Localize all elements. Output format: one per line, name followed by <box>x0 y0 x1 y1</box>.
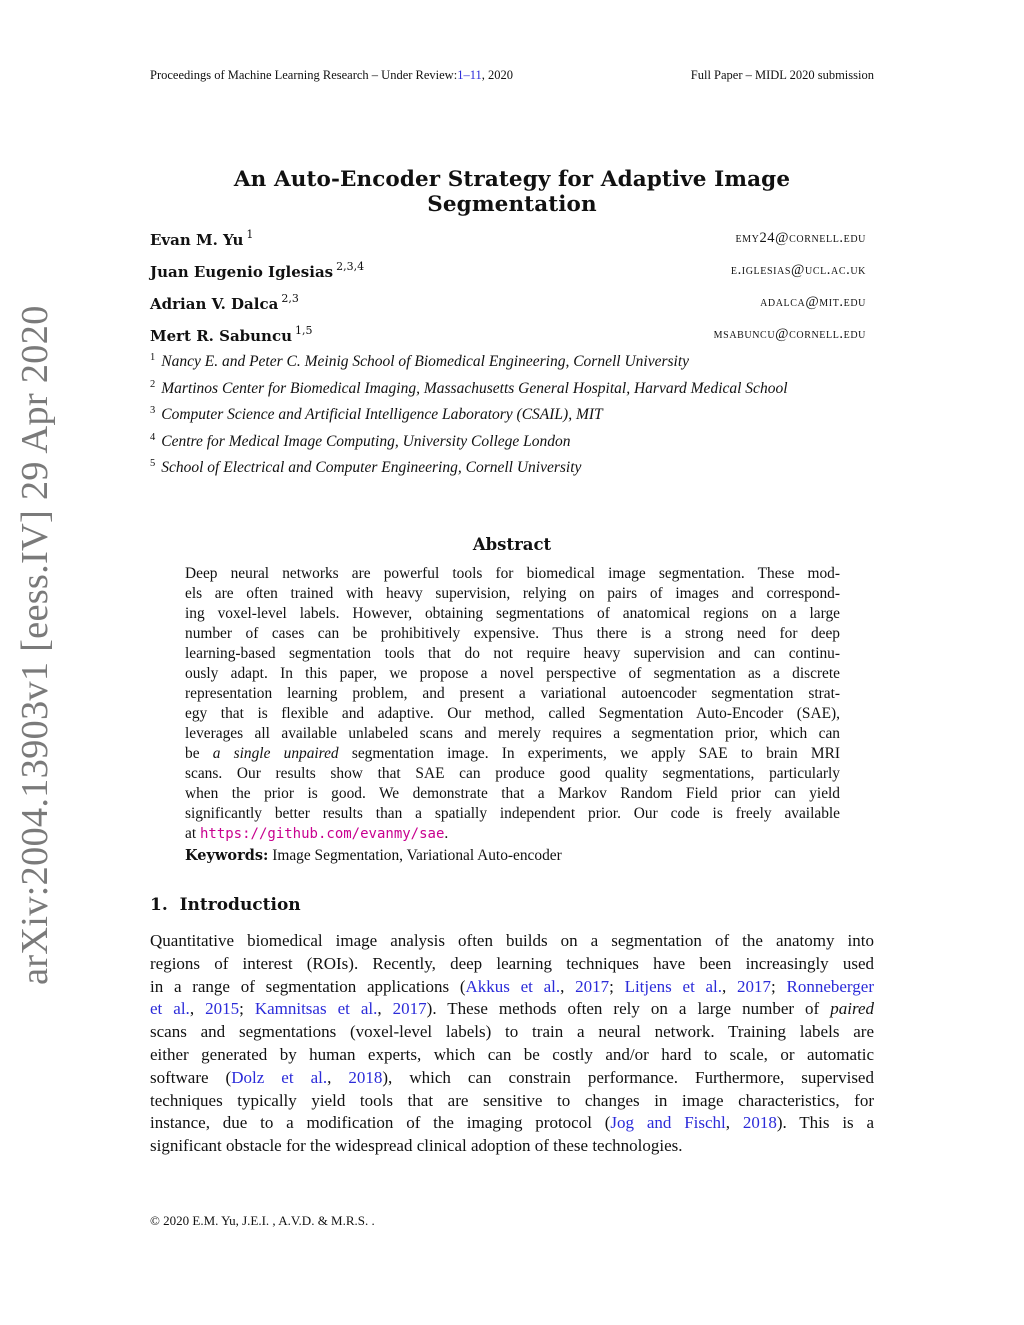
intro-emphasis: paired <box>830 999 874 1019</box>
arxiv-stamp: arXiv:2004.13903v1 [eess.IV] 29 Apr 2020 <box>14 305 56 985</box>
running-head-venue: Proceedings of Machine Learning Research – Under Review: <box>150 68 458 82</box>
abstract-line: egy that is flexible and adaptive. Our method, called Segmentation Auto-Encoder (SAE), <box>185 705 840 722</box>
author-name: Evan M. Yu $^1$ <box>150 228 254 249</box>
citation-link[interactable]: Litjens et al. <box>624 976 723 996</box>
abstract-line: be a single unpaired segmentation image. In experiments, we apply SAE to brain MRI <box>185 745 840 762</box>
author-email[interactable]: emy24@cornell.edu <box>735 230 866 246</box>
author-row <box>150 228 874 252</box>
citation-year-link[interactable]: 2017 <box>575 976 610 996</box>
citation-year-link[interactable]: 2017 <box>737 976 772 996</box>
author-affil-mark: 1,5 <box>295 324 313 337</box>
citation-year-link[interactable]: 2017 <box>392 999 427 1019</box>
intro-line: in a range of segmentation applications (Akkus et al., 2017; Litjens et al., 2017; Ronneberger <box>150 976 874 996</box>
author-affil-mark: 2,3 <box>281 292 299 305</box>
abstract-line: significantly better results than a spatially independent prior. Our code is freely available <box>185 805 840 822</box>
code-url-link[interactable]: https://github.com/evanmy/sae <box>199 826 445 842</box>
keywords-label: Keywords: <box>185 847 269 864</box>
author-name: Juan Eugenio Iglesias $^{2,3,4}$ <box>150 260 365 281</box>
intro-line: techniques typically yield tools that are sensitive to changes in image characteristics, for <box>150 1090 874 1110</box>
citation-link[interactable]: et al. <box>150 999 190 1019</box>
abstract-body <box>185 564 840 866</box>
author-name: Mert R. Sabuncu $^{1,5}$ <box>150 324 313 345</box>
running-head-year: , 2020 <box>481 68 513 82</box>
keywords-line <box>185 846 840 866</box>
affiliation: $^4$ Centre for Medical Image Computing, University College London <box>150 431 571 450</box>
citation-year-link[interactable]: 2018 <box>742 1113 777 1133</box>
affiliation-list <box>150 347 890 480</box>
citation-year-link[interactable]: 2018 <box>348 1067 383 1087</box>
paper-title: An Auto-Encoder Strategy for Adaptive Image Segmentation <box>233 167 791 217</box>
affiliation: $^1$ Nancy E. and Peter C. Meinig School of Biomedical Engineering, Cornell University <box>150 352 690 370</box>
intro-line: either generated by human experts, which can be costly and/or hard to scale, or automatic <box>150 1044 874 1064</box>
abstract-line: ing voxel-level labels. However, obtaining segmentations of anatomical regions on a large <box>185 605 840 622</box>
affiliation: $^2$ Martinos Center for Biomedical Imaging, Massachusetts General Hospital, Harvard Medical School <box>150 378 788 397</box>
intro-line: et al., 2015; Kamnitsas et al., 2017). These methods often rely on a large number of paired <box>150 999 874 1019</box>
affiliation: $^3$ Computer Science and Artificial Intelligence Laboratory (CSAIL), MIT <box>150 405 603 423</box>
abstract-line: learning-based segmentation tools that do not require heavy supervision and can continu- <box>185 645 840 662</box>
running-head-pages-link[interactable]: 1–11 <box>457 68 482 82</box>
abstract-line: ously adapt. In this paper, we propose a novel perspective of segmentation as a discrete <box>185 665 840 682</box>
intro-line: software (Dolz et al., 2018), which can constrain performance. Furthermore, supervised <box>150 1067 874 1087</box>
intro-paragraph <box>150 930 874 1158</box>
abstract-line: els are often trained with heavy supervision, relying on pairs of images and correspond- <box>185 585 840 602</box>
citation-link[interactable]: Ronneberger <box>786 976 874 996</box>
author-email[interactable]: msabuncu@cornell.edu <box>713 326 866 342</box>
author-name: Adrian V. Dalca $^{2,3}$ <box>150 292 299 313</box>
intro-line: significant obstacle for the widespread clinical adoption of these technologies. <box>150 1136 683 1156</box>
author-affil-mark: 1 <box>246 228 254 241</box>
abstract-line: leverages all available unlabeled scans and merely requires a segmentation prior, which can <box>185 725 840 742</box>
abstract-heading: Abstract <box>472 535 552 554</box>
keywords-text: Image Segmentation, Variational Auto-encoder <box>272 847 562 864</box>
abstract-emphasis: a single unpaired <box>212 745 339 762</box>
abstract-line: at https://github.com/evanmy/sae. <box>185 825 449 842</box>
abstract-line: number of cases can be prohibitively expensive. Thus there is a strong need for deep <box>185 625 840 642</box>
running-head-right: Full Paper – MIDL 2020 submission <box>690 68 874 82</box>
author-row <box>150 260 874 284</box>
running-head-left <box>150 68 513 83</box>
abstract-line: scans. Our results show that SAE can produce good quality segmentations, particularly <box>185 765 840 782</box>
author-email[interactable]: adalca@mit.edu <box>760 294 866 310</box>
citation-link[interactable]: Kamnitsas et al. <box>254 999 378 1019</box>
intro-line: instance, due to a modification of the imaging protocol (Jog and Fischl, 2018). This is a <box>150 1113 875 1133</box>
section-heading: 1. Introduction <box>150 895 301 915</box>
copyright-footer: © 2020 E.M. Yu, J.E.I. , A.V.D. & M.R.S. . <box>150 1213 375 1228</box>
citation-link[interactable]: Jog and Fischl <box>610 1113 726 1133</box>
intro-line: scans and segmentations (voxel-level labels) to train a neural network. Training labels are <box>150 1022 874 1042</box>
author-row <box>150 324 874 348</box>
intro-line: Quantitative biomedical image analysis often builds on a segmentation of the anatomy into <box>150 931 874 950</box>
intro-line: regions of interest (ROIs). Recently, deep learning techniques have been increasingly used <box>150 953 874 973</box>
citation-link[interactable]: Akkus et al. <box>465 976 561 996</box>
abstract-line: representation learning problem, and present a variational autoencoder segmentation strat- <box>185 685 840 702</box>
author-email[interactable]: e.iglesias@ucl.ac.uk <box>730 262 866 278</box>
abstract-line: when the prior is good. We demonstrate that a Markov Random Field prior can yield <box>185 785 840 802</box>
affiliation: $^5$ School of Electrical and Computer Engineering, Cornell University <box>150 458 582 476</box>
citation-link[interactable]: Dolz et al. <box>231 1067 328 1087</box>
author-affil-mark: 2,3,4 <box>336 260 365 273</box>
author-row <box>150 292 874 316</box>
citation-year-link[interactable]: 2015 <box>205 999 240 1019</box>
abstract-line: Deep neural networks are powerful tools for biomedical image segmentation. These mod- <box>185 565 840 582</box>
